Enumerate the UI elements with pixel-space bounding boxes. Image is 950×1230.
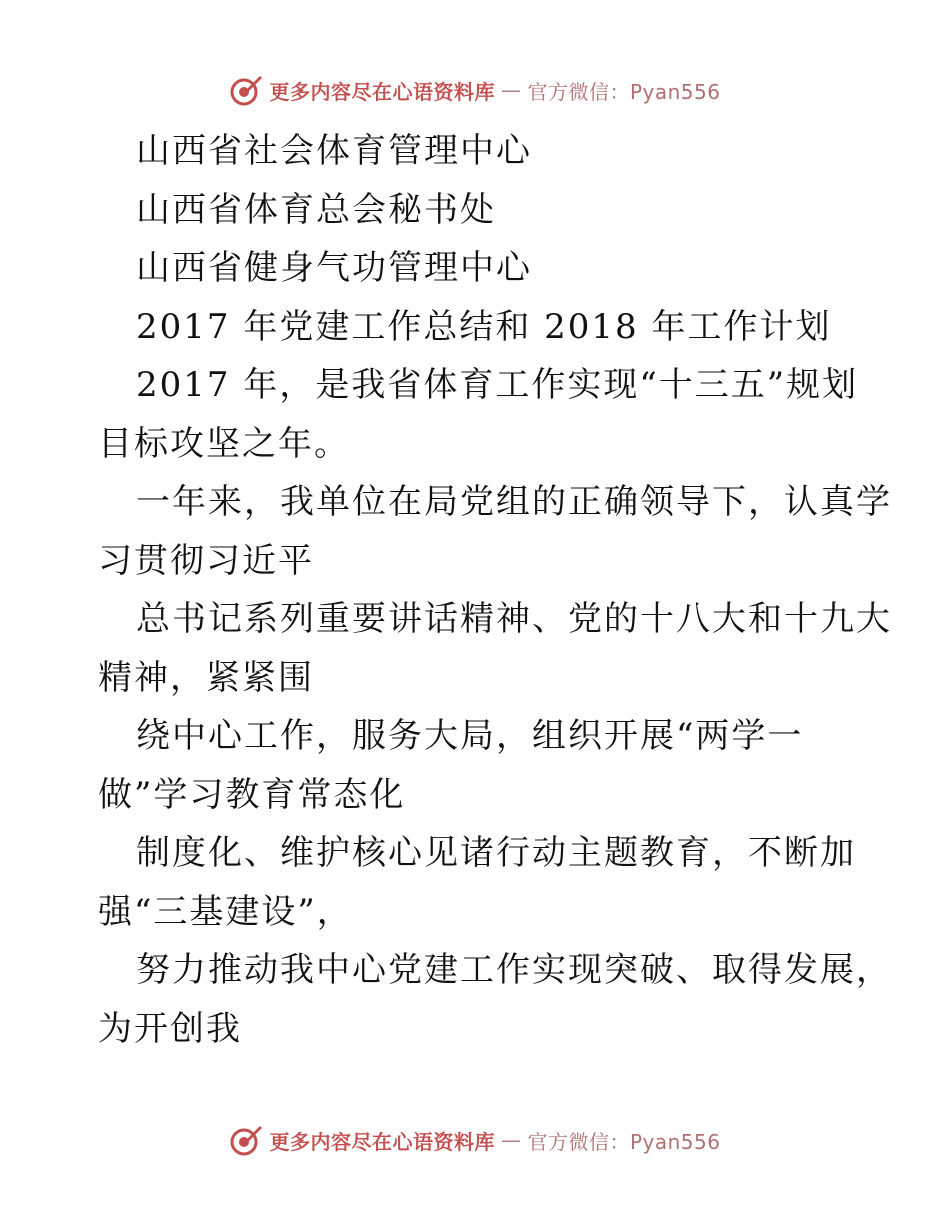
body-line: 制度化、维护核心见诸行动主题教育，不断加 [136, 833, 856, 873]
watermark-wechat: 官方微信：Pyan556 [527, 79, 721, 104]
body-line: 山西省体育总会秘书处 [136, 189, 496, 230]
pen-logo-icon [229, 1123, 263, 1157]
watermark-brand: 更多内容尽在心语资料库 [269, 79, 495, 104]
header-watermark [0, 70, 950, 110]
watermark-separator: — [500, 1128, 522, 1152]
body-line: 山西省社会体育管理中心 [136, 131, 532, 171]
pen-logo-icon [229, 73, 263, 107]
document-body [98, 122, 892, 1058]
body-line: 习贯彻习近平 [98, 540, 314, 581]
body-line: 绕中心工作，服务大局，组织开展“两学一 [136, 716, 804, 756]
footer-watermark [0, 1120, 950, 1160]
body-line: 2017 年党建工作总结和 2018 年工作计划 [136, 306, 832, 347]
body-line: 一年来，我单位在局党组的正确领导下，认真学 [136, 482, 892, 522]
body-line: 山西省健身气功管理中心 [136, 248, 532, 288]
body-line: 努力推动我中心党建工作实现突破、取得发展， [136, 950, 892, 990]
body-line: 精神，紧紧围 [98, 657, 314, 698]
body-line: 为开创我 [98, 1008, 242, 1049]
body-line: 目标攻坚之年。 [98, 423, 350, 464]
body-line: 总书记系列重要讲话精神、党的十八大和十九大 [136, 599, 892, 639]
watermark-wechat: 官方微信：Pyan556 [527, 1129, 721, 1154]
body-line: 做”学习教育常态化 [98, 774, 406, 815]
watermark-separator: — [500, 78, 522, 102]
watermark-brand: 更多内容尽在心语资料库 [269, 1129, 495, 1154]
body-line: 强“三基建设”， [98, 891, 353, 932]
body-line: 2017 年，是我省体育工作实现“十三五”规划 [136, 365, 859, 405]
